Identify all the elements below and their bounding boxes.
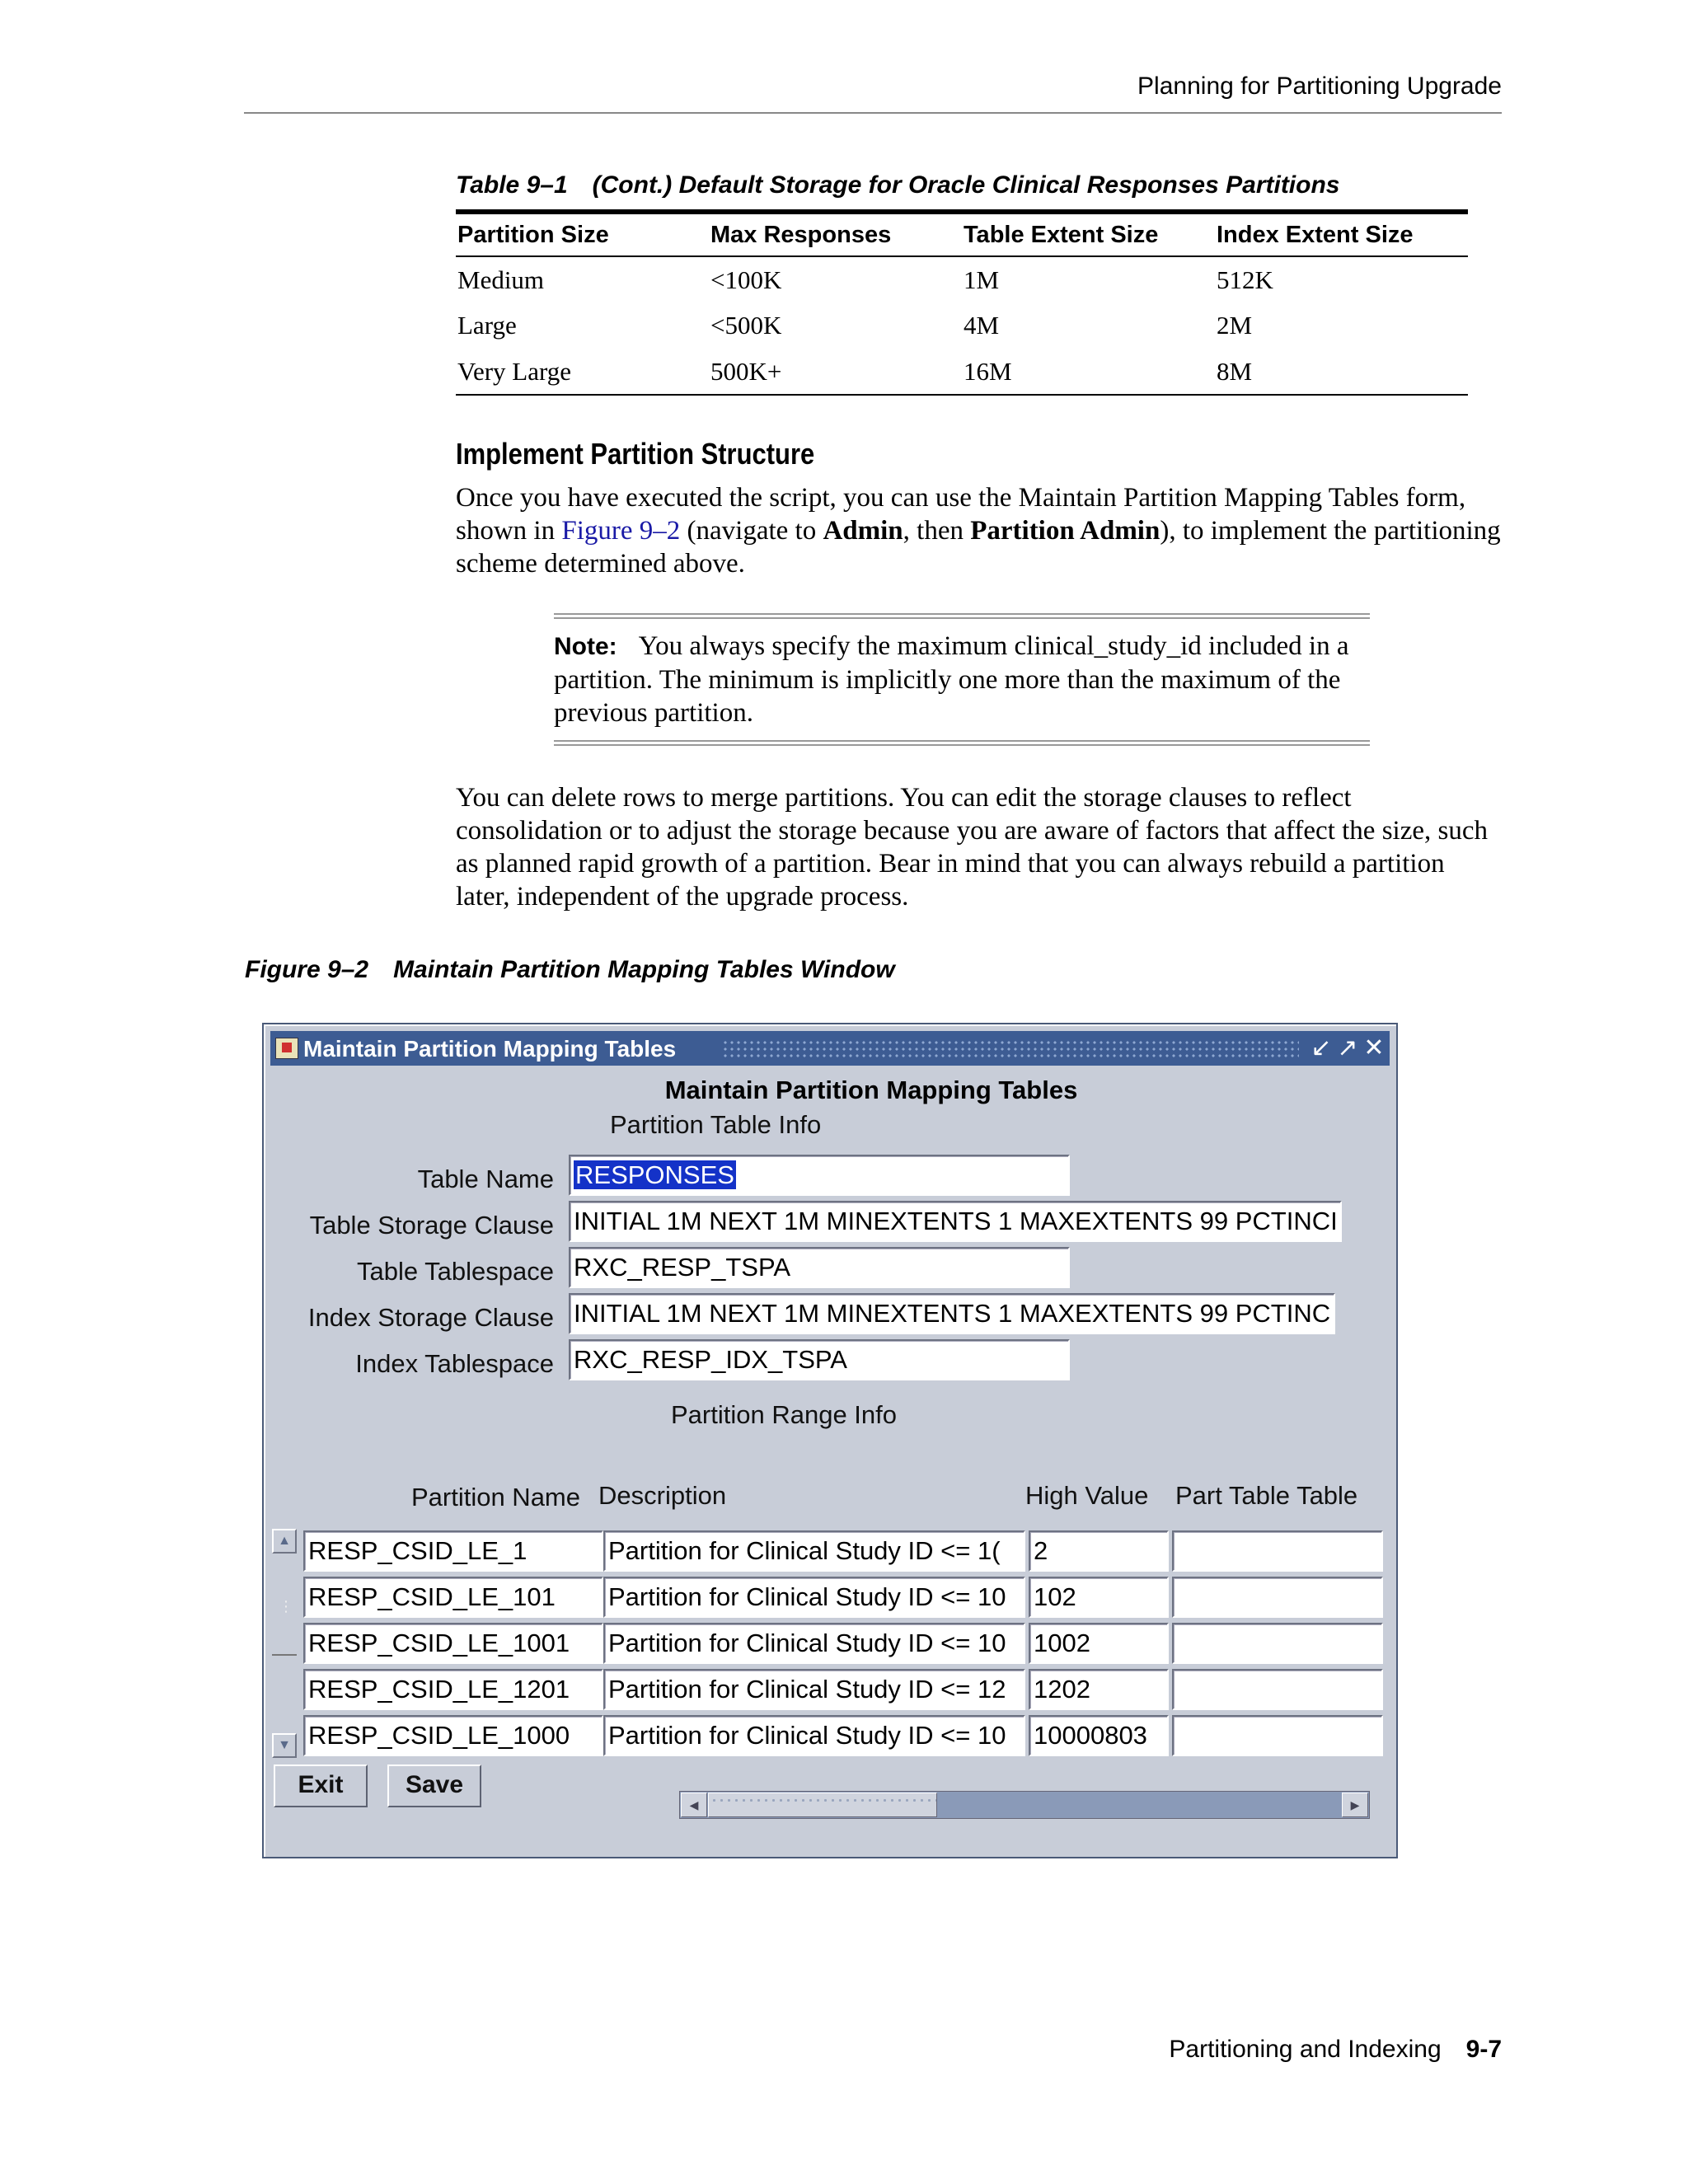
note-box — [554, 630, 1370, 729]
scroll-thumb[interactable] — [708, 1793, 937, 1817]
index-tablespace-label: Index Tablespace — [355, 1349, 554, 1378]
part-table-cell[interactable] — [1172, 1577, 1383, 1618]
scroll-left-icon[interactable]: ◀ — [681, 1793, 707, 1817]
partition-name-cell[interactable]: RESP_CSID_LE_1001 — [303, 1623, 603, 1664]
col-header-index-extent: Index Extent Size — [1217, 221, 1414, 248]
section-heading: Implement Partition Structure — [456, 437, 815, 471]
table-cell: 8M — [1217, 356, 1253, 386]
part-table-cell[interactable] — [1172, 1530, 1383, 1572]
table-cell: 1M — [964, 265, 1000, 294]
high-value-cell[interactable]: 10000803 — [1029, 1715, 1169, 1756]
table-name-label: Table Name — [417, 1165, 554, 1193]
table-cell: 512K — [1217, 265, 1273, 294]
partition-name-cell[interactable]: RESP_CSID_LE_1201 — [303, 1669, 603, 1710]
storage-table — [456, 209, 1468, 396]
forms-window — [262, 1023, 1398, 1858]
index-storage-field[interactable]: INITIAL 1M NEXT 1M MINEXTENTS 1 MAXEXTENTS 99 PCTINC — [569, 1293, 1335, 1334]
description-cell[interactable]: Partition for Clinical Study ID <= 10 — [603, 1577, 1025, 1618]
note-label: Note: — [554, 633, 617, 660]
description-cell[interactable]: Partition for Clinical Study ID <= 12 — [603, 1669, 1025, 1710]
index-storage-label: Index Storage Clause — [307, 1303, 554, 1332]
part-table-cell[interactable] — [1172, 1669, 1383, 1710]
maximize-icon[interactable]: ↗ — [1337, 1034, 1358, 1062]
scroll-grip-icon: ⋮ — [279, 1598, 293, 1615]
table-tablespace-label: Table Tablespace — [357, 1257, 554, 1286]
col-header-table-extent: Table Extent Size — [964, 221, 1159, 248]
table-cell: Very Large — [457, 356, 572, 386]
figure-caption-title: Maintain Partition Mapping Tables Window — [393, 956, 895, 983]
col-header-max-responses: Max Responses — [710, 221, 892, 248]
table-info-heading: Partition Table Info — [610, 1110, 822, 1139]
record-scrollbar[interactable] — [270, 1529, 298, 1758]
scroll-divider — [272, 1654, 297, 1656]
window-title: Maintain Partition Mapping Tables — [303, 1036, 677, 1062]
index-tablespace-field[interactable]: RXC_RESP_IDX_TSPA — [569, 1339, 1070, 1380]
para-text: Once you have executed the script, you can use the Maintain Partition Mapping Tables form, shown in — [456, 483, 1466, 546]
table-row — [456, 256, 1468, 302]
scroll-down-icon[interactable]: ▼ — [272, 1733, 297, 1758]
partition-name-cell[interactable]: RESP_CSID_LE_1 — [303, 1530, 603, 1572]
para-text: (navigate to — [680, 516, 823, 546]
merge-paragraph: You can delete rows to merge partitions. You can edit the storage clauses to reflect consolidation or to adjust the storage because you are aware of factors that affect the size, such as planned rapid growth of a partition. Bear in mind that you can always rebuild a partition later, independent of the upgrade process. — [456, 783, 1488, 912]
para-text: ), to implement the partitioning scheme determined above. — [456, 516, 1501, 579]
figure-caption — [245, 956, 895, 984]
partition-admin-ref: Partition Admin — [970, 516, 1160, 546]
figure-link[interactable]: Figure 9–2 — [561, 516, 681, 546]
intro-paragraph — [456, 481, 1503, 580]
table-name-value: RESPONSES — [575, 1160, 734, 1189]
description-cell[interactable]: Partition for Clinical Study ID <= 1( — [603, 1530, 1025, 1572]
footer-chapter: Partitioning and Indexing — [1169, 2036, 1442, 2063]
table-cell: <100K — [710, 265, 782, 294]
figure-caption-number: Figure 9–2 — [245, 956, 369, 983]
form-title: Maintain Partition Mapping Tables — [664, 1076, 1078, 1104]
table-cell: Large — [457, 311, 517, 340]
table-header-row — [456, 212, 1468, 256]
close-icon[interactable]: ✕ — [1363, 1034, 1385, 1062]
partition-name-cell[interactable]: RESP_CSID_LE_101 — [303, 1577, 603, 1618]
table-caption-title: (Cont.) Default Storage for Oracle Clinical Responses Partitions — [592, 171, 1340, 199]
horizontal-scrollbar[interactable] — [679, 1791, 1370, 1819]
minimize-icon[interactable]: ↙ — [1311, 1034, 1332, 1062]
table-storage-label: Table Storage Clause — [309, 1211, 554, 1240]
table-row — [456, 302, 1468, 349]
col-part-table: Part Table Table — [1175, 1481, 1358, 1510]
table-cell: 2M — [1217, 311, 1253, 340]
partition-name-cell[interactable]: RESP_CSID_LE_1000 — [303, 1715, 603, 1756]
table-name-field[interactable] — [569, 1155, 1070, 1196]
note-top-rule — [554, 613, 1370, 619]
col-header-partition-size: Partition Size — [457, 221, 609, 248]
scroll-right-icon[interactable]: ▶ — [1342, 1793, 1368, 1817]
table-storage-field[interactable]: INITIAL 1M NEXT 1M MINEXTENTS 1 MAXEXTENTS 99 PCTINCI — [569, 1201, 1342, 1242]
table-tablespace-field[interactable]: RXC_RESP_TSPA — [569, 1247, 1070, 1288]
col-partition-name: Partition Name — [410, 1483, 580, 1511]
description-cell[interactable]: Partition for Clinical Study ID <= 10 — [603, 1715, 1025, 1756]
range-info-heading: Partition Range Info — [671, 1400, 898, 1429]
table-cell: 16M — [964, 356, 1012, 386]
description-cell[interactable]: Partition for Clinical Study ID <= 10 — [603, 1623, 1025, 1664]
table-cell: 4M — [964, 311, 1000, 340]
app-icon — [275, 1038, 298, 1059]
table-cell: 500K+ — [710, 356, 782, 386]
table-row — [456, 349, 1468, 395]
para-text: , then — [903, 516, 971, 546]
admin-menu-ref: Admin — [823, 516, 903, 546]
high-value-cell[interactable]: 102 — [1029, 1577, 1169, 1618]
window-titlebar[interactable] — [270, 1031, 1390, 1066]
note-bottom-rule — [554, 740, 1370, 746]
table-cell: <500K — [710, 311, 782, 340]
part-table-cell[interactable] — [1172, 1715, 1383, 1756]
high-value-cell[interactable]: 2 — [1029, 1530, 1169, 1572]
high-value-cell[interactable]: 1002 — [1029, 1623, 1169, 1664]
col-description: Description — [598, 1481, 727, 1510]
header-rule — [244, 112, 1502, 114]
page-number: 9-7 — [1465, 2036, 1502, 2063]
exit-button[interactable]: Exit — [274, 1765, 368, 1807]
col-high-value: High Value — [1025, 1481, 1149, 1510]
high-value-cell[interactable]: 1202 — [1029, 1669, 1169, 1710]
page-footer — [0, 2036, 1502, 2064]
table-cell: Medium — [457, 265, 545, 294]
part-table-cell[interactable] — [1172, 1623, 1383, 1664]
note-text: You always specify the maximum clinical_study_id included in a partition. The minimum is implicitly one more than the maximum of the previous partition. — [554, 631, 1349, 728]
save-button[interactable]: Save — [387, 1765, 481, 1807]
table-caption — [456, 171, 1339, 199]
running-header: Planning for Partitioning Upgrade — [1137, 73, 1502, 100]
titlebar-grip — [722, 1039, 1299, 1057]
scroll-up-icon[interactable]: ▲ — [272, 1529, 297, 1554]
table-caption-number: Table 9–1 — [456, 171, 568, 199]
